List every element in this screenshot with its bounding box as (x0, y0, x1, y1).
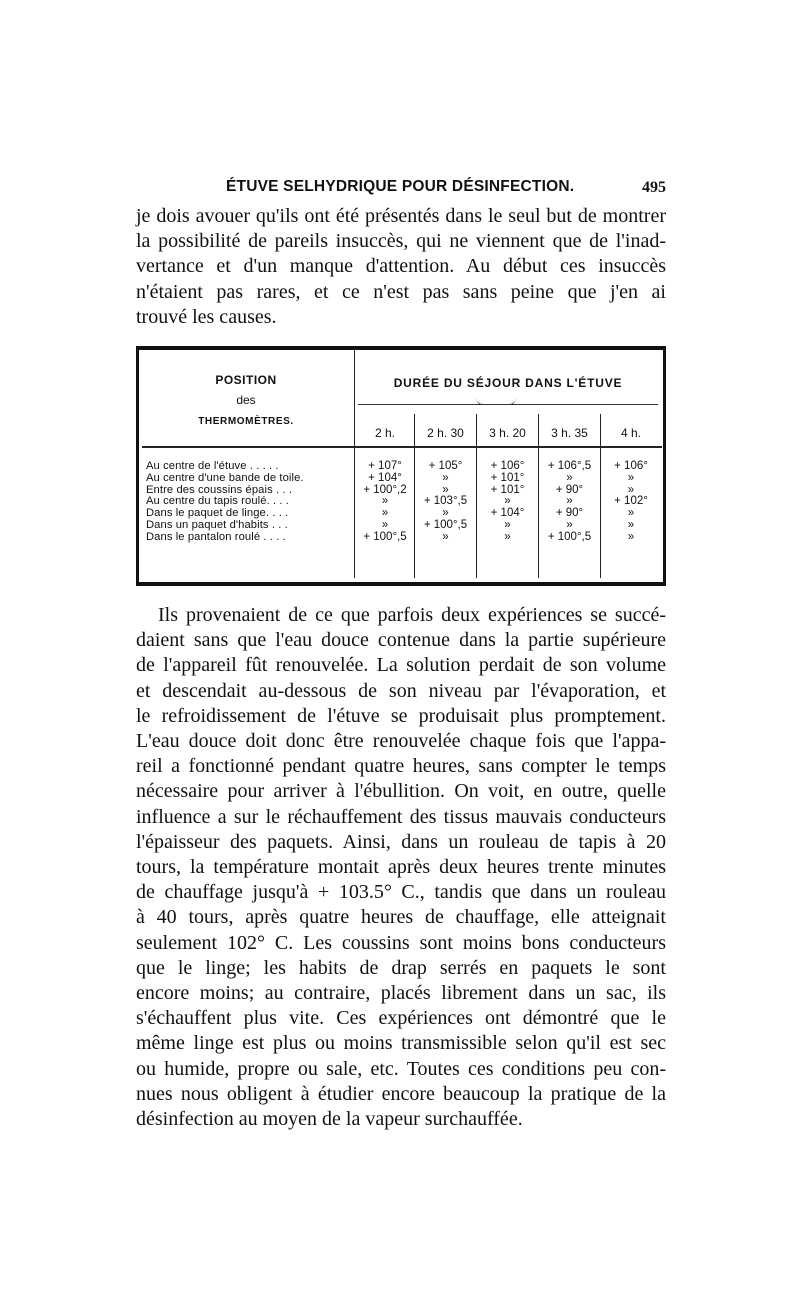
table-cell: + 105° (428, 460, 463, 472)
table-cell: » (627, 483, 635, 496)
row-label: Entre des coussins épais . . . (146, 483, 293, 496)
table-cell: + 90° (555, 507, 584, 520)
text-line: et descendait au-dessous de son niveau par l'évaporation, et (136, 679, 666, 702)
table-cell: + 102° (614, 495, 648, 508)
table-cell: + 101° (490, 483, 525, 496)
page-number: 495 (642, 179, 666, 196)
table-cell: » (504, 530, 511, 543)
paragraph-1 (136, 204, 666, 330)
table-left-border (136, 346, 139, 586)
text-line: Ils provenaient de ce que parfois deux expériences se succé- (158, 604, 666, 626)
table-cell: + 106° (614, 460, 648, 472)
text-line: vertance et d'un manque d'attention. Au début ces insuccès (136, 255, 666, 278)
text-line: daient sans que l'eau douce contenue dans la partie supérieure (136, 629, 666, 652)
row-label: Au centre d'une bande de toile. (146, 471, 304, 484)
header-brace (476, 398, 516, 405)
table-cell: » (627, 507, 635, 520)
text-line: que le linge; les habits de drap serrés en paquets le sont (136, 956, 666, 979)
column-header: 2 h. 30 (427, 426, 464, 440)
row-label: Dans un paquet d'habits . . . (146, 519, 288, 531)
text-line: trouvé les causes. (136, 305, 277, 328)
table-cell: + 100°,2 (363, 483, 407, 496)
table-cell: + 104° (490, 507, 525, 520)
column-header: 3 h. 20 (489, 426, 526, 440)
column-header: 2 h. (374, 426, 395, 440)
text-line: à 40 tours, après quatre heures de chauffage, elle atteignait (136, 906, 666, 929)
column-header: 4 h. (620, 426, 641, 440)
table-cell: » (504, 519, 511, 531)
table-cell: + 103°,5 (423, 495, 468, 508)
text-line: la possibilité de pareils insuccès, qui ne viennent que de l'inad- (136, 230, 666, 253)
table-cell: » (442, 530, 449, 543)
table-cell: + 104° (368, 471, 402, 484)
row-label: Dans le paquet de linge. . . . (146, 507, 289, 520)
text-line: l'épaisseur des paquets. Ainsi, dans un rouleau de tapis à 20 (136, 830, 666, 853)
table-cell: » (442, 507, 449, 520)
table-cell: + 100°,5 (423, 519, 468, 531)
position-header: POSITION (215, 373, 277, 387)
table-cell: » (566, 471, 573, 484)
table-cell: » (627, 530, 635, 543)
table-cell: » (566, 519, 573, 531)
table-cell: » (442, 483, 449, 496)
text-line: influence a sur le réchauffement des tissus mauvais conducteurs (136, 805, 666, 828)
text-line: désinfection au moyen de la vapeur surchauffée. (136, 1108, 523, 1131)
position-header: THERMOMÈTRES. (198, 416, 294, 427)
row-label: Au centre du tapis roulé. . . . (146, 495, 290, 508)
table-cell: + 106° (490, 460, 525, 472)
text-line: nécessaire pour arriver à l'ébullition. On voit, en outre, quelle (136, 780, 666, 803)
text-line: de chauffage jusqu'à + 103.5° C., tandis que dans un rouleau (136, 881, 666, 904)
table-cell: » (566, 495, 573, 508)
text-line: le refroidissement de l'étuve se produisait plus promptement. (136, 704, 666, 727)
table-cell: » (442, 471, 449, 484)
table-cell: » (381, 507, 389, 520)
position-header: des (236, 393, 256, 407)
text-line: tours, la température montait après deux heures trente minutes (136, 856, 666, 879)
table-cell: + 106°,5 (547, 460, 592, 472)
text-line: même linge est plus ou moins transmissible selon qu'il est sec (136, 1032, 666, 1055)
table-cell: + 90° (555, 483, 584, 496)
header-rule (142, 446, 662, 448)
table-cell: + 100°,5 (363, 530, 407, 543)
table-cell: » (381, 495, 389, 508)
temperature-table (136, 346, 666, 586)
column-header: 3 h. 35 (551, 426, 588, 440)
row-label: Au centre de l'étuve . . . . . (146, 460, 279, 472)
text-line: n'étaient pas rares, et ce n'est pas sans peine que j'en ai (136, 280, 666, 303)
table-cell: » (504, 495, 511, 508)
page-header (136, 178, 666, 202)
text-line: ou humide, propre ou sale, etc. Toutes ces conditions peu con- (136, 1057, 666, 1080)
text-line: s'échauffent plus vite. Ces expériences ont démontré que le (136, 1007, 666, 1030)
table-cell: + 100°,5 (547, 530, 592, 543)
text-line: je dois avouer qu'ils ont été présentés dans le seul but de montrer (136, 205, 666, 227)
table-right-border (663, 346, 666, 586)
text-line: encore moins; au contraire, placés librement dans un sac, ils (136, 982, 666, 1005)
table-cell: » (627, 519, 635, 531)
row-label: Dans le pantalon roulé . . . . (146, 530, 286, 543)
table-bottom-rule (136, 582, 666, 586)
paragraph-2 (136, 603, 666, 1132)
running-title: ÉTUVE SELHYDRIQUE POUR DÉSINFECTION. (226, 178, 575, 195)
table-cell: » (381, 519, 389, 531)
text-line: de l'appareil fût renouvelée. La solution perdait de son volume (136, 654, 666, 677)
text-line: reil a fonctionné pendant quatre heures, sans compter le temps (136, 755, 666, 778)
text-line: nues nous obligent à étudier encore beaucoup la pratique de la (136, 1082, 666, 1105)
duration-header: DURÉE DU SÉJOUR DANS L'ÉTUVE (393, 376, 623, 390)
text-line: seulement 102° C. Les coussins sont moins bons conducteurs (136, 931, 666, 954)
table-cell: + 107° (368, 460, 402, 472)
column-divider (354, 350, 355, 578)
text-line: L'eau douce doit donc être renouvelée chaque fois que l'appa- (136, 730, 666, 753)
table-cell: » (627, 471, 635, 484)
table-top-rule (136, 346, 666, 350)
table-cell: + 101° (490, 471, 525, 484)
